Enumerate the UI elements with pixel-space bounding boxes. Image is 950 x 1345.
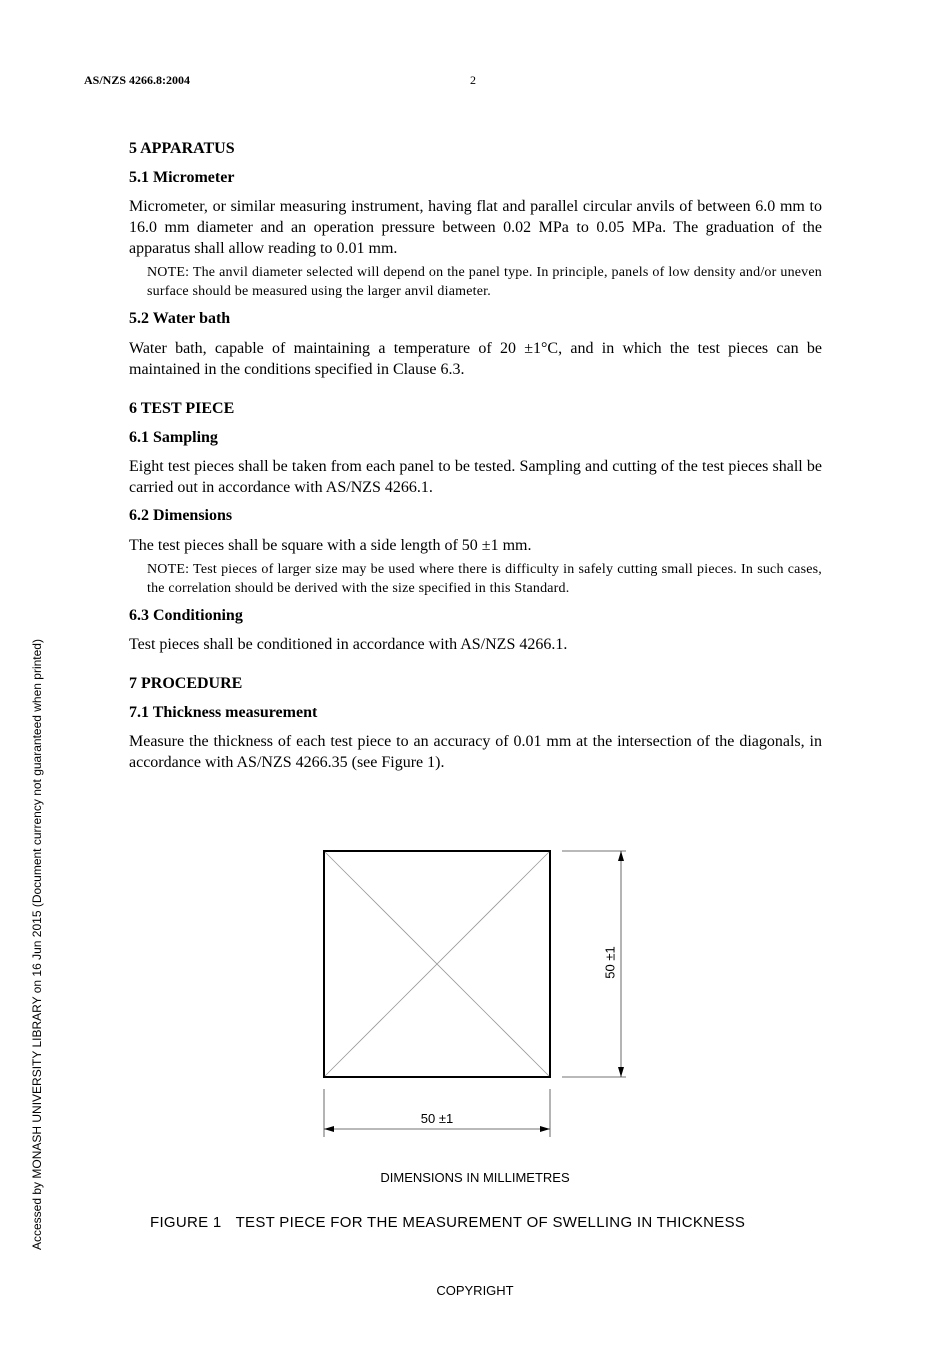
section-6-2-text: The test pieces shall be square with a side length of 50 ±1 mm.: [129, 537, 532, 554]
copyright-footer: COPYRIGHT: [436, 1283, 514, 1298]
arrowhead: [324, 1126, 334, 1132]
section-6-heading: 6 TEST PIECE: [129, 400, 235, 417]
section-6-3-heading: 6.3 Conditioning: [129, 607, 243, 624]
arrowhead: [618, 851, 624, 861]
figure-title: TEST PIECE FOR THE MEASUREMENT OF SWELLING IN THICKNESS: [235, 1214, 746, 1231]
section-6-2-heading: 6.2 Dimensions: [129, 507, 233, 524]
section-5-2-heading: 5.2 Water bath: [129, 310, 231, 327]
access-watermark: Accessed by MONASH UNIVERSITY LIBRARY on 16 Jun 2015 (Document currency not guaranteed when printed): [30, 639, 44, 1250]
section-7-heading: 7 PROCEDURE: [129, 675, 243, 692]
width-dimension-label: 50 ±1: [420, 1111, 454, 1126]
arrowhead: [540, 1126, 550, 1132]
section-5-heading: 5 APPARATUS: [129, 140, 235, 157]
section-5-1-heading: 5.1 Micrometer: [129, 169, 235, 186]
units-note: DIMENSIONS IN MILLIMETRES: [380, 1170, 570, 1185]
height-dimension-label: 50 ±1: [602, 946, 618, 979]
figure-caption: [150, 1214, 745, 1231]
section-6-1-heading: 6.1 Sampling: [129, 429, 218, 446]
figure-number: FIGURE 1: [150, 1214, 222, 1231]
section-5-1-text: Micrometer, or similar measuring instrument, having flat and parallel circular anvils of between 6.0 mm to 16.0 mm diameter and an operation pressure between 0.02 MPa to 0.05 MPa. The graduation of the apparatus shall allow reading to 0.01 mm.: [129, 198, 822, 257]
section-7-1-text: Measure the thickness of each test piece to an accuracy of 0.01 mm at the intersection of the diagonals, in accordance with AS/NZS 4266.35 (see Figure 1).: [129, 733, 822, 771]
arrowhead: [618, 1067, 624, 1077]
section-5-1-note: NOTE: The anvil diameter selected will depend on the panel type. In principle, panels of low density and/or uneven surface should be measured using the larger anvil diameter.: [147, 265, 822, 299]
page-number: 2: [470, 73, 476, 87]
section-6-2-note: NOTE: Test pieces of larger size may be used where there is difficulty in safely cutting small pieces. In such cases, the correlation should be derived with the size specified in this Standard.: [147, 562, 822, 596]
standard-code: AS/NZS 4266.8:2004: [84, 73, 191, 87]
section-7-1-heading: 7.1 Thickness measurement: [129, 704, 318, 721]
section-5-2-text: Water bath, capable of maintaining a temperature of 20 ±1°C, and in which the test pieces can be maintained in the conditions specified in Clause 6.3.: [129, 340, 822, 378]
section-6-1-text: Eight test pieces shall be taken from each panel to be tested. Sampling and cutting of the test pieces shall be carried out in accordance with AS/NZS 4266.1.: [129, 458, 822, 496]
section-6-3-text: Test pieces shall be conditioned in accordance with AS/NZS 4266.1.: [129, 636, 568, 653]
